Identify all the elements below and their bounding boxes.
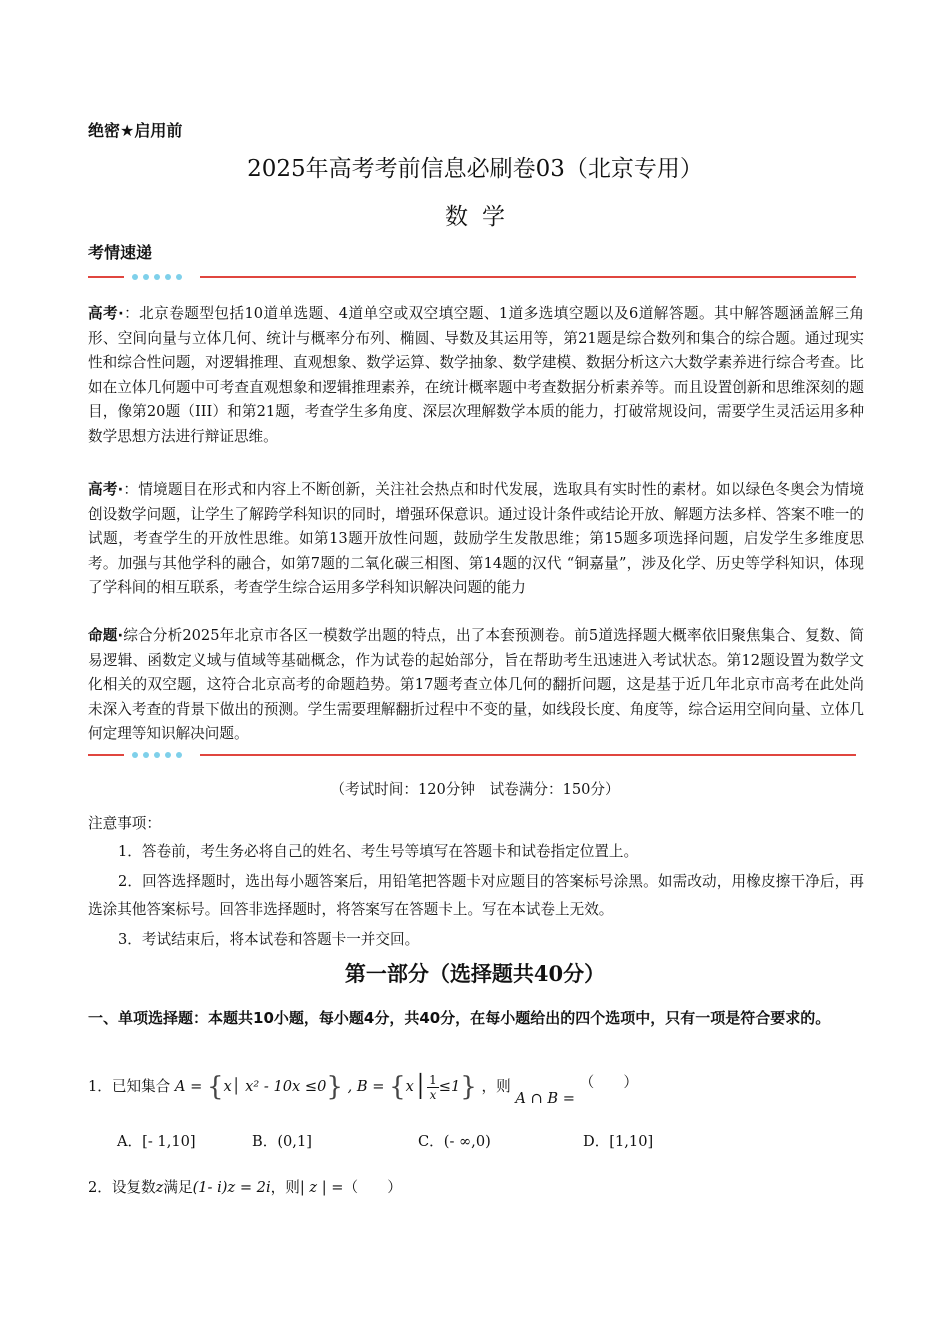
q1-option-b: B．(0,1] [252, 1133, 312, 1150]
divider-top [88, 272, 856, 282]
part-one-title: 第一部分（选择题共40分） [344, 961, 606, 986]
overview-paragraph-2 [88, 478, 864, 601]
set-a-body: x│ x² - 10x ≤0 [223, 1078, 327, 1095]
secret-label: 绝密★启用前 [88, 121, 183, 140]
q2-stem: 2．设复数 [88, 1179, 156, 1196]
q2-then: ，则 [270, 1179, 300, 1196]
note-3: 3．考试结束后，将本试卷和答题卡一并交回。 [118, 931, 420, 948]
paragraph-text: ：情境题目在形式和内容上不断创新，关注社会热点和时代发展，选取具有实时性的素材。如以绿色冬奥会为情境创设数学问题，让学生了解跨学科知识的同时，增强环保意识。通过设计条件或结论开放、解题方法多样、答案不唯一的试题，考查学生的开放性思维。如第13题开放性问题，鼓励学生发散思维；第15题多项选择问题，启发学生多维度思考。加强与其他学科的融合，如第7题的二氧化碳三相图、第14题的汉代 “铜嘉量”，涉及化学、历史等学科知识，体现了学科间的相互联系，考查学生综合运用多学科知识解决问题的能力 [88, 481, 864, 596]
intersection-expr: A ∩ B = [515, 1090, 575, 1107]
notes-heading: 注意事项： [88, 815, 161, 832]
q2-paren: （ ） [343, 1179, 402, 1196]
q1-paren: （ ） [579, 1074, 638, 1091]
divider-bottom [88, 750, 856, 760]
paragraph-text: 综合分析2025年北京市各区一模数学出题的特点，出了本套预测卷。前5道选择题大概率依旧聚焦集合、复数、简易逻辑、函数定义域与值域等基础概念，作为试卷的起始部分，旨在帮助考生迅速进入考试状态。第12题设置为数学文化相关的双空题，这符合北京高考的命题趋势。第17题考查立体几何的翻折问题，这是基于近几年北京市高考在此处尚未深入考查的背景下做出的预测。学生需要理解翻折过程中不变的量，如线段长度、角度等，综合运用空间向量、立体几何定理等知识解决问题。 [88, 627, 865, 742]
subject-title: 数学 [445, 204, 519, 230]
paragraph-label: 命题· [88, 627, 124, 644]
question-2 [88, 1176, 402, 1197]
question-1: 1．已知集合 A = {x│ x² - 10x ≤0} , B = {x│ $\frac{1}{x}\le 1$} ，则 A ∩ B = （ ） [88, 1072, 638, 1107]
paragraph-label: 高考· [88, 305, 124, 322]
q2-abs: | z | = [299, 1179, 344, 1196]
set-b-label: , B = [347, 1078, 385, 1095]
q1-option-d: D．[1,10] [583, 1133, 654, 1150]
exam-title: 2025年高考考前信息必刷卷03（北京专用） [247, 156, 703, 182]
q1-option-a: A．[- 1,10] [117, 1133, 196, 1150]
q1-then: ，则 [481, 1078, 511, 1095]
set-b-fraction: $\frac{1}{x}$ [429, 1072, 437, 1102]
set-a-label: A = [174, 1078, 203, 1095]
set-b-var: x [405, 1078, 414, 1095]
note-2: 2．回答选择题时，选出每小题答案后，用铅笔把答题卡对应题目的答案标号涂黑。如需改动，用橡皮擦干净后，再选涂其他答案标号。回答非选择题时，将答案写在答题卡上。写在本试卷上无效。 [88, 873, 864, 918]
note-1: 1．答卷前，考生务必将自己的姓名、考生号等填写在答题卡和试卷指定位置上。 [118, 843, 639, 860]
overview-paragraph-3 [88, 624, 864, 747]
section-one-instructions: 一、单项选择题：本题共10小题，每小题4分，共40分，在每小题给出的四个选项中，只有一项是符合要求的。 [88, 1009, 831, 1027]
set-b-relation: ≤1 [438, 1078, 461, 1095]
paragraph-text: ：北京卷题型包括10道单选题、4道单空或双空填空题、1道多选填空题以及6道解答题。其中解答题涵盖解三角形、空间向量与立体几何、统计与概率分布列、椭圆、导数及其运用等，第21题是综合数列和集合的综合题。通过现实性和综合性问题，对逻辑推理、直观想象、数学运算、数学抽象、数学建模、数据分析这六大数学素养进行综合考查。比如在立体几何题中可考查直观想象和逻辑推理素养，在统计概率题中考查数据分析素养等。而且设置创新和思维深刻的题目，像第20题（III）和第21题，考查学生多角度、深层次理解数学本质的能力，打破常规设问，需要学生灵活运用多种数学思想方法进行辩证思维。 [88, 305, 864, 445]
q1-stem: 1．已知集合 [88, 1078, 171, 1095]
q1-option-c: C．(- ∞,0) [418, 1133, 491, 1150]
exam-info: （考试时间：120分钟 试卷满分：150分） [330, 781, 620, 798]
q2-z: z [155, 1179, 164, 1196]
overview-heading: 考情速递 [88, 243, 153, 262]
q2-equation: (1- i)z = 2i [192, 1179, 271, 1196]
paragraph-label: 高考· [88, 481, 124, 498]
q2-mid: 满足 [163, 1179, 193, 1196]
overview-paragraph-1 [88, 302, 864, 449]
